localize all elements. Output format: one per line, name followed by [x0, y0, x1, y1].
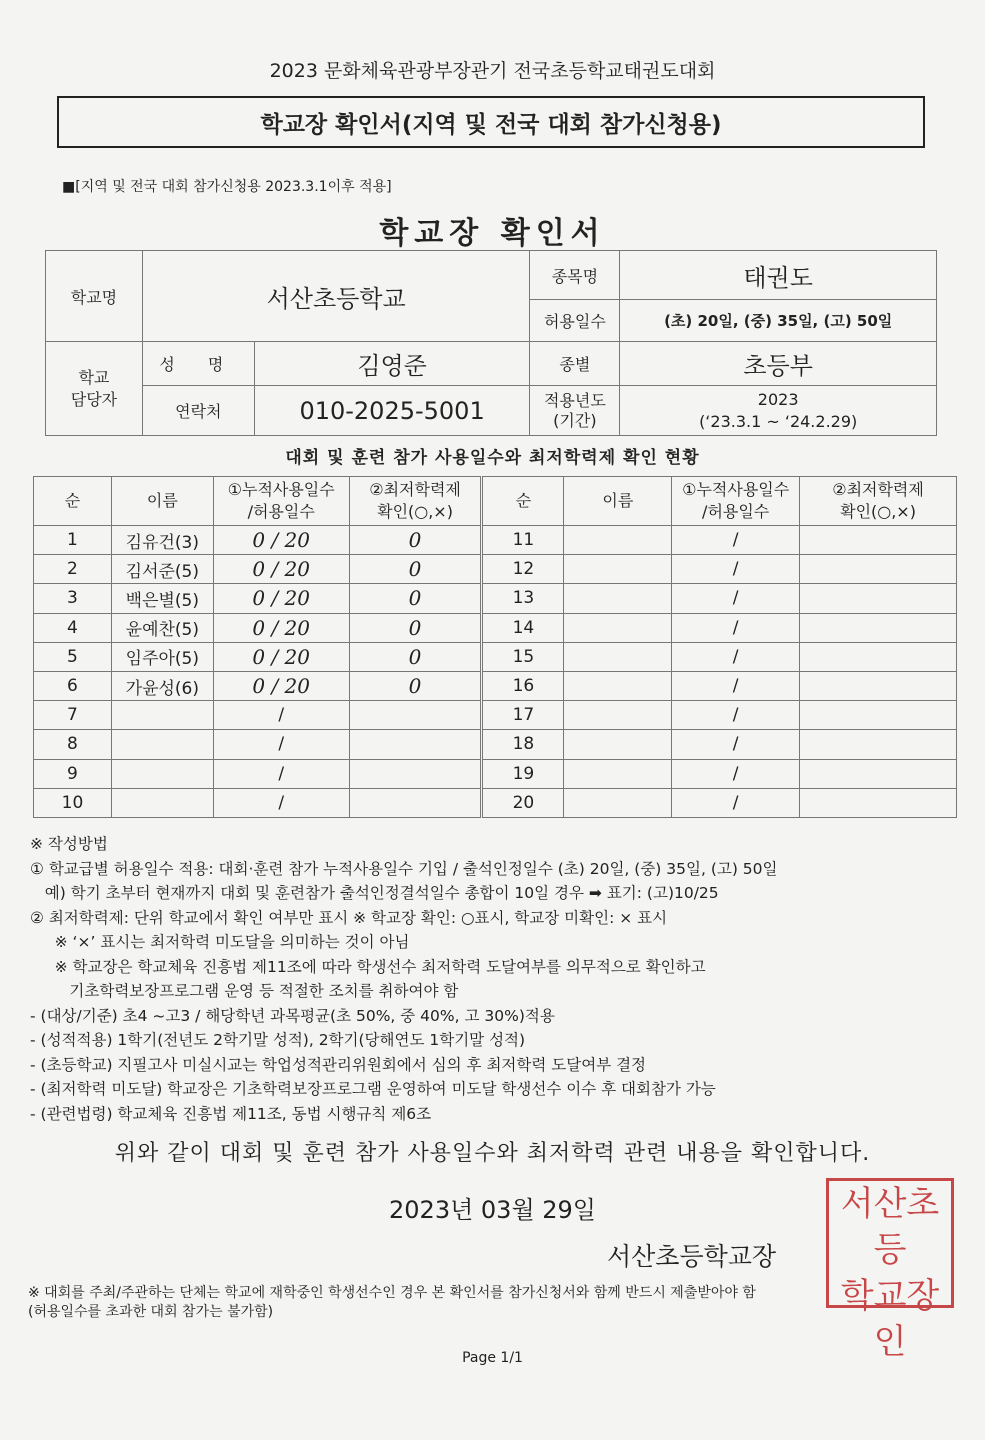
row-days: /: [672, 555, 800, 584]
instruction-line: ① 학교급별 허용일수 적용: 대회·훈련 참가 누적사용일수 기입 / 출석인정일수 (초) 20일, (중) 35일, (고) 50일: [30, 859, 778, 878]
row-check: [349, 730, 482, 759]
section-title: 대회 및 훈련 참가 사용일수와 최저학력제 확인 현황: [285, 448, 700, 468]
row-no: 18: [482, 730, 564, 759]
row-check: 0: [349, 555, 482, 584]
row-no: 12: [482, 555, 564, 584]
row-check: [349, 701, 482, 730]
category-label: 종별: [530, 342, 620, 386]
form-title: 학교장 확인서(지역 및 전국 대회 참가신청용): [260, 111, 722, 138]
row-check: 0: [349, 584, 482, 613]
competition-title: 2023 문화체육관광부장관기 전국초등학교태권도대회: [269, 60, 716, 82]
form-title-box: [57, 96, 925, 148]
row-days: /: [672, 642, 800, 671]
row-no: 15: [482, 642, 564, 671]
confirmation-statement: 위와 같이 대회 및 훈련 참가 사용일수와 최저학력 관련 내용을 확인합니다.: [114, 1141, 871, 1166]
row-no: 5: [34, 642, 112, 671]
row-no: 17: [482, 701, 564, 730]
row-no: 11: [482, 526, 564, 555]
row-no: 1: [34, 526, 112, 555]
footnote-line: ※ 대회를 주최/주관하는 단체는 학교에 재학중인 학생선수인 경우 본 확인서를 참가신청서와 함께 반드시 제출받아야 함: [28, 1285, 756, 1301]
row-days: /: [672, 613, 800, 642]
instruction-line: - (초등학교) 지필고사 미실시교는 학업성적관리위원회에서 심의 후 최저학력 도달여부 결정: [30, 1055, 647, 1074]
row-days: /: [213, 788, 349, 817]
row-days: 0 / 20: [213, 555, 349, 584]
table-row: [34, 526, 957, 555]
category-value: 초등부: [620, 342, 937, 386]
row-check: [800, 730, 957, 759]
applicability-tag: ■[지역 및 전국 대회 참가신청용 2023.3.1이후 적용]: [62, 179, 392, 195]
row-no: 2: [34, 555, 112, 584]
table-row: [34, 555, 957, 584]
instruction-line: 기초학력보장프로그램 운영 등 적절한 조치를 취하여야 함: [30, 982, 459, 1000]
header-name: 이름: [111, 477, 213, 526]
row-days: /: [213, 701, 349, 730]
instruction-line: - (성적적용) 1학기(전년도 2학기말 성적), 2학기(당해연도 1학기말 성적): [30, 1031, 526, 1049]
row-no: 10: [34, 788, 112, 817]
row-name: [564, 788, 672, 817]
table-row: [34, 759, 957, 788]
row-name: [564, 526, 672, 555]
row-check: 0: [349, 613, 482, 642]
row-no: 14: [482, 613, 564, 642]
row-no: 16: [482, 671, 564, 700]
header-no: 순: [482, 477, 564, 526]
instruction-line: ※ 작성방법: [30, 835, 108, 853]
event-label: 종목명: [530, 251, 620, 300]
row-days: /: [672, 701, 800, 730]
name-label: 성 명: [142, 342, 254, 386]
event-value: 태권도: [620, 251, 937, 300]
row-check: [800, 759, 957, 788]
instruction-line: ② 최저학력제: 단위 학교에서 확인 여부만 표시 ※ 학교장 확인: ○표시, 학교장 미확인: × 표시: [30, 908, 668, 927]
year-value: 2023: [757, 389, 799, 409]
row-days: 0 / 20: [213, 584, 349, 613]
row-no: 13: [482, 584, 564, 613]
row-check: [800, 526, 957, 555]
table-row: [34, 788, 957, 817]
row-days: /: [213, 759, 349, 788]
instructions: [30, 832, 960, 1126]
row-name: 임주아(5): [111, 642, 213, 671]
row-name: [564, 642, 672, 671]
table-row: [34, 613, 957, 642]
row-name: [564, 730, 672, 759]
contact-value: 010-2025-5001: [254, 386, 530, 436]
header-check: ②최저학력제 확인(○,×): [349, 477, 482, 526]
period-value: (‘23.3.1 ~ ‘24.2.29): [699, 411, 858, 431]
header-no: 순: [34, 477, 112, 526]
row-check: [800, 584, 957, 613]
official-seal-stamp: 서산초등 학교장인: [826, 1178, 954, 1308]
row-days: /: [672, 584, 800, 613]
row-no: 3: [34, 584, 112, 613]
instruction-line: ※ ‘×’ 표시는 최저학력 미도달을 의미하는 것이 아님: [30, 933, 410, 951]
row-days: 0 / 20: [213, 526, 349, 555]
row-name: [564, 584, 672, 613]
row-check: [800, 701, 957, 730]
year-cell: [620, 386, 937, 436]
school-info-table: [45, 250, 937, 436]
page-title: 학교장 확인서: [379, 216, 606, 251]
row-check: 0: [349, 526, 482, 555]
row-name: [111, 788, 213, 817]
issue-date: 2023년 03월 29일: [389, 1196, 596, 1224]
row-days: 0 / 20: [213, 671, 349, 700]
footnote: [28, 1284, 958, 1322]
table-row: [34, 701, 957, 730]
row-check: [349, 759, 482, 788]
table-row: [34, 584, 957, 613]
footnote-line: (허용일수를 초과한 대회 참가는 불가함): [28, 1304, 274, 1320]
row-name: [111, 759, 213, 788]
row-name: [564, 759, 672, 788]
row-days: /: [672, 788, 800, 817]
row-days: 0 / 20: [213, 613, 349, 642]
row-no: 19: [482, 759, 564, 788]
row-days: /: [213, 730, 349, 759]
row-no: 9: [34, 759, 112, 788]
row-days: /: [672, 671, 800, 700]
row-days: /: [672, 730, 800, 759]
instruction-line: - (최저학력 미도달) 학교장은 기초학력보장프로그램 운영하여 미도달 학생선수 이수 후 대회참가 가능: [30, 1080, 716, 1098]
row-name: 가윤성(6): [111, 671, 213, 700]
school-value: 서산초등학교: [142, 251, 530, 342]
name-value: 김영준: [254, 342, 530, 386]
instruction-line: ※ 학교장은 학교체육 진흥법 제11조에 따라 학생선수 최저학력 도달여부를 의무적으로 확인하고: [30, 957, 706, 976]
row-no: 6: [34, 671, 112, 700]
header-days: ①누적사용일수 /허용일수: [213, 477, 349, 526]
row-check: [800, 555, 957, 584]
instruction-line: 예) 학기 초부터 현재까지 대회 및 훈련참가 출석인정결석일수 총합이 10일 경우 ➡ 표기: (고)10/25: [30, 884, 719, 902]
table-row: [34, 730, 957, 759]
contact-label: 연락처: [142, 386, 254, 436]
row-name: 윤예찬(5): [111, 613, 213, 642]
page-number: Page 1/1: [462, 1350, 523, 1366]
row-check: [349, 788, 482, 817]
row-name: [111, 701, 213, 730]
allowed-label: 허용일수: [530, 300, 620, 342]
header-check: ②최저학력제 확인(○,×): [800, 477, 957, 526]
header-name: 이름: [564, 477, 672, 526]
allowed-value: (초) 20일, (중) 35일, (고) 50일: [620, 300, 937, 342]
athlete-table: [33, 476, 957, 818]
row-check: [800, 613, 957, 642]
instruction-line: - (관련법령) 학교체육 진흥법 제11조, 동법 시행규칙 제6조: [30, 1104, 432, 1123]
row-no: 7: [34, 701, 112, 730]
principal-signature: 서산초등학교장: [607, 1242, 777, 1271]
row-no: 8: [34, 730, 112, 759]
header-days: ①누적사용일수 /허용일수: [672, 477, 800, 526]
row-name: [564, 701, 672, 730]
row-name: 김서준(5): [111, 555, 213, 584]
school-label: 학교명: [46, 251, 143, 342]
row-check: [800, 788, 957, 817]
row-check: 0: [349, 642, 482, 671]
table-row: [34, 642, 957, 671]
row-name: [564, 613, 672, 642]
row-no: 4: [34, 613, 112, 642]
row-days: /: [672, 526, 800, 555]
instruction-line: - (대상/기준) 초4 ~고3 / 해당학년 과목평균(초 50%, 중 40%, 고 30%)적용: [30, 1006, 555, 1025]
row-name: [564, 555, 672, 584]
row-name: [111, 730, 213, 759]
row-days: 0 / 20: [213, 642, 349, 671]
row-check: 0: [349, 671, 482, 700]
row-no: 20: [482, 788, 564, 817]
row-name: 백은별(5): [111, 584, 213, 613]
manager-label: 학교 담당자: [46, 342, 143, 436]
row-check: [800, 642, 957, 671]
year-label: 적용년도 (기간): [530, 386, 620, 436]
row-check: [800, 671, 957, 700]
row-name: 김유건(3): [111, 526, 213, 555]
row-name: [564, 671, 672, 700]
row-days: /: [672, 759, 800, 788]
table-row: [34, 671, 957, 700]
